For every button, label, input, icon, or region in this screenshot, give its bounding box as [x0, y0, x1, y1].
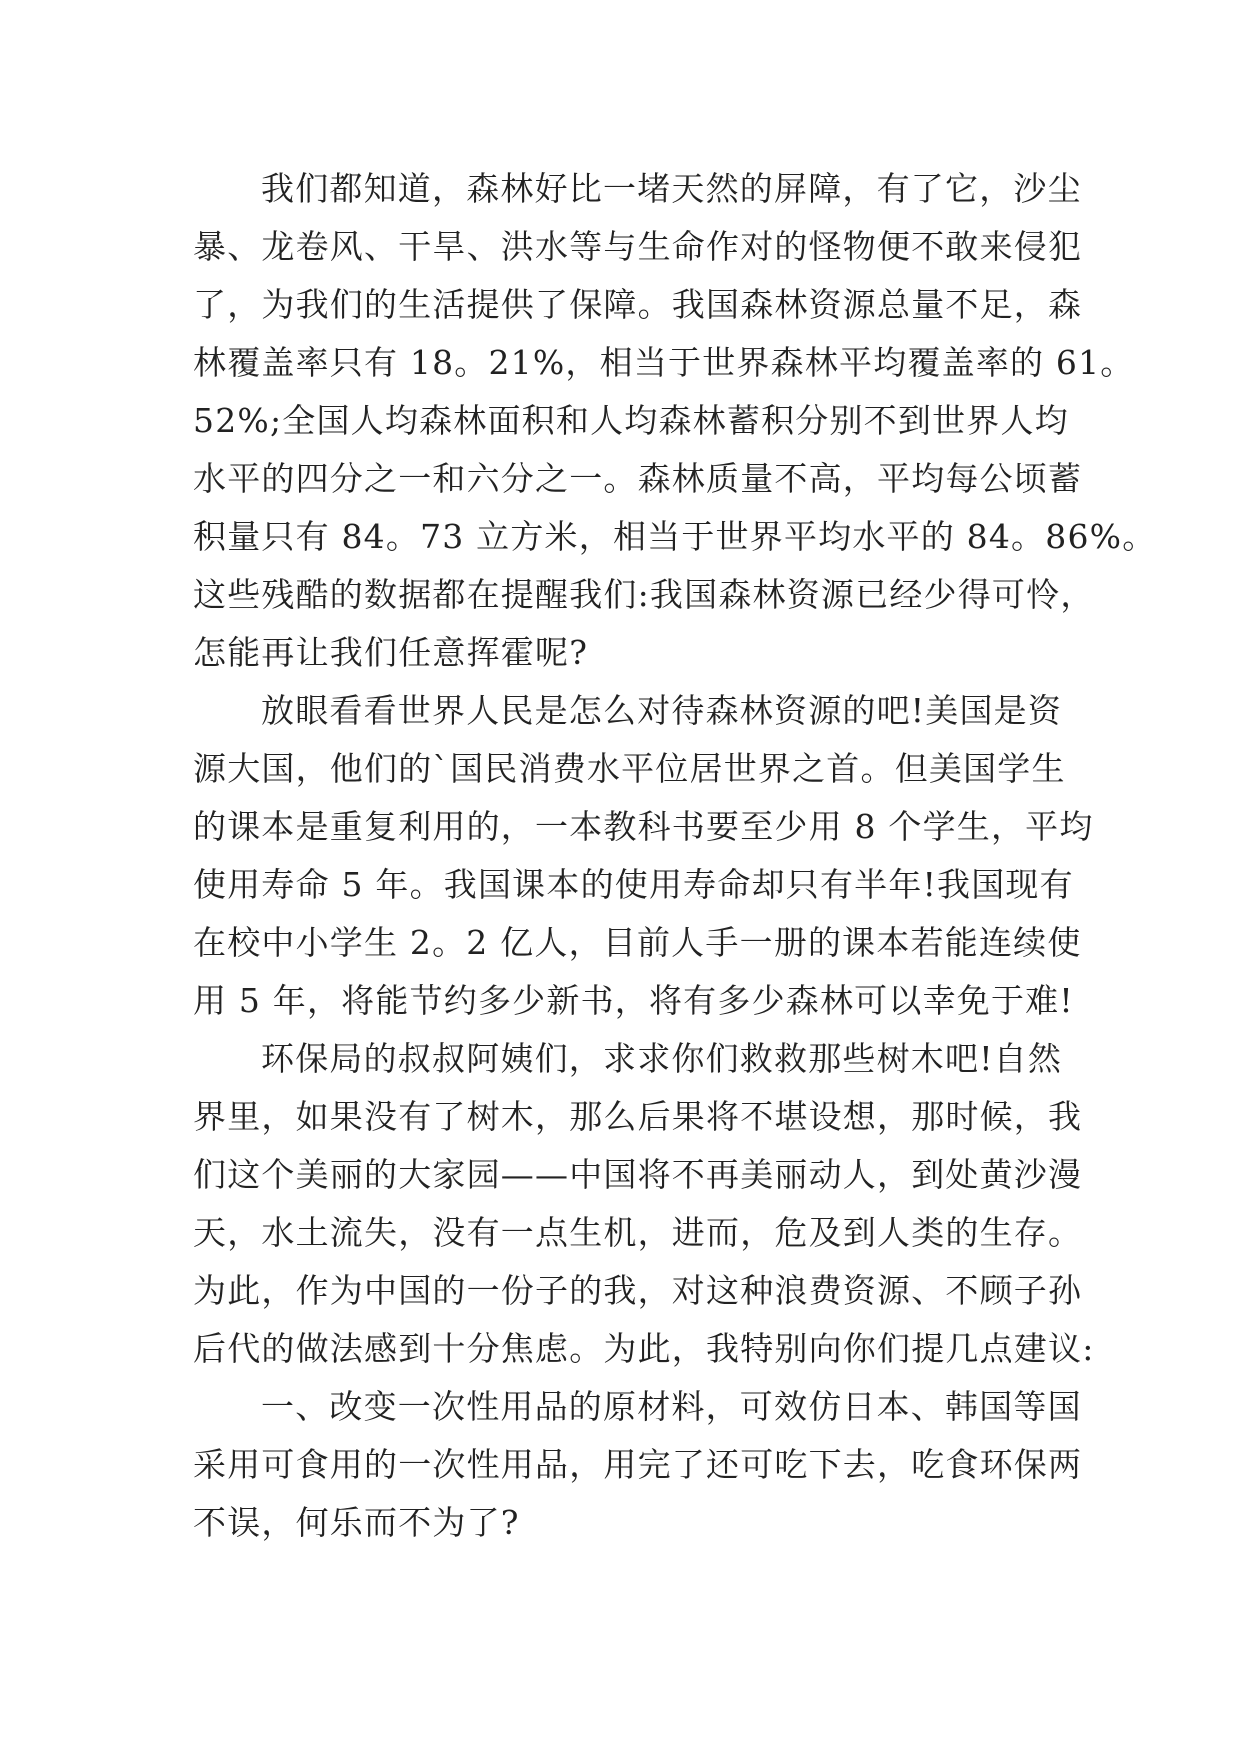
paragraph-line: 天，水土流失，没有一点生机，进而，危及到人类的生存。 [193, 1213, 1083, 1252]
paragraph-4 [193, 1378, 1083, 1552]
paragraph-line: 采用可食用的一次性用品，用完了还可吃下去，吃食环保两 [193, 1445, 1083, 1484]
paragraph-line: 环保局的叔叔阿姨们，求求你们救救那些树木吧!自然 [261, 1039, 1063, 1078]
paragraph-line: 在校中小学生 2。2 亿人，目前人手一册的课本若能连续使 [193, 923, 1082, 962]
paragraph-line: 源大国，他们的`国民消费水平位居世界之首。但美国学生 [193, 749, 1066, 788]
paragraph-line: 我们都知道，森林好比一堵天然的屏障，有了它，沙尘 [261, 169, 1082, 208]
paragraph-line: 暴、龙卷风、干旱、洪水等与生命作对的怪物便不敢来侵犯 [193, 227, 1083, 266]
paragraph-line: 这些残酷的数据都在提醒我们:我国森林资源已经少得可怜， [193, 575, 1095, 614]
paragraph-line: 52%;全国人均森林面积和人均森林蓄积分别不到世界人均 [193, 401, 1069, 440]
paragraph-line: 使用寿命 5 年。我国课本的使用寿命却只有半年!我国现有 [193, 865, 1074, 904]
paragraph-1 [193, 160, 1157, 682]
paragraph-line: 放眼看看世界人民是怎么对待森林资源的吧!美国是资 [261, 691, 1063, 730]
paragraph-line: 怎能再让我们任意挥霍呢? [193, 633, 589, 672]
paragraph-line: 用 5 年，将能节约多少新书，将有多少森林可以幸免于难! [193, 981, 1074, 1020]
paragraph-line: 林覆盖率只有 18。21%，相当于世界森林平均覆盖率的 61。 [193, 343, 1135, 382]
paragraph-line: 的课本是重复利用的，一本教科书要至少用 8 个学生，平均 [193, 807, 1094, 846]
paragraph-line: 界里，如果没有了树木，那么后果将不堪设想，那时候，我 [193, 1097, 1083, 1136]
paragraph-3 [193, 1030, 1095, 1378]
paragraph-line: 不误，何乐而不为了? [193, 1503, 520, 1542]
paragraph-line: 一、改变一次性用品的原材料，可效仿日本、韩国等国 [261, 1387, 1082, 1426]
paragraph-line: 了，为我们的生活提供了保障。我国森林资源总量不足，森 [193, 285, 1083, 324]
paragraph-line: 为此，作为中国的一份子的我，对这种浪费资源、不顾子孙 [193, 1271, 1083, 1310]
paragraph-2 [193, 682, 1094, 1030]
paragraph-line: 们这个美丽的大家园——中国将不再美丽动人，到处黄沙漫 [193, 1155, 1083, 1194]
paragraph-line: 水平的四分之一和六分之一。森林质量不高，平均每公顷蓄 [193, 459, 1083, 498]
document-body [193, 160, 1157, 1552]
paragraph-line: 后代的做法感到十分焦虑。为此，我特别向你们提几点建议: [193, 1329, 1095, 1368]
paragraph-line: 积量只有 84。73 立方米，相当于世界平均水平的 84。86%。 [193, 517, 1157, 556]
